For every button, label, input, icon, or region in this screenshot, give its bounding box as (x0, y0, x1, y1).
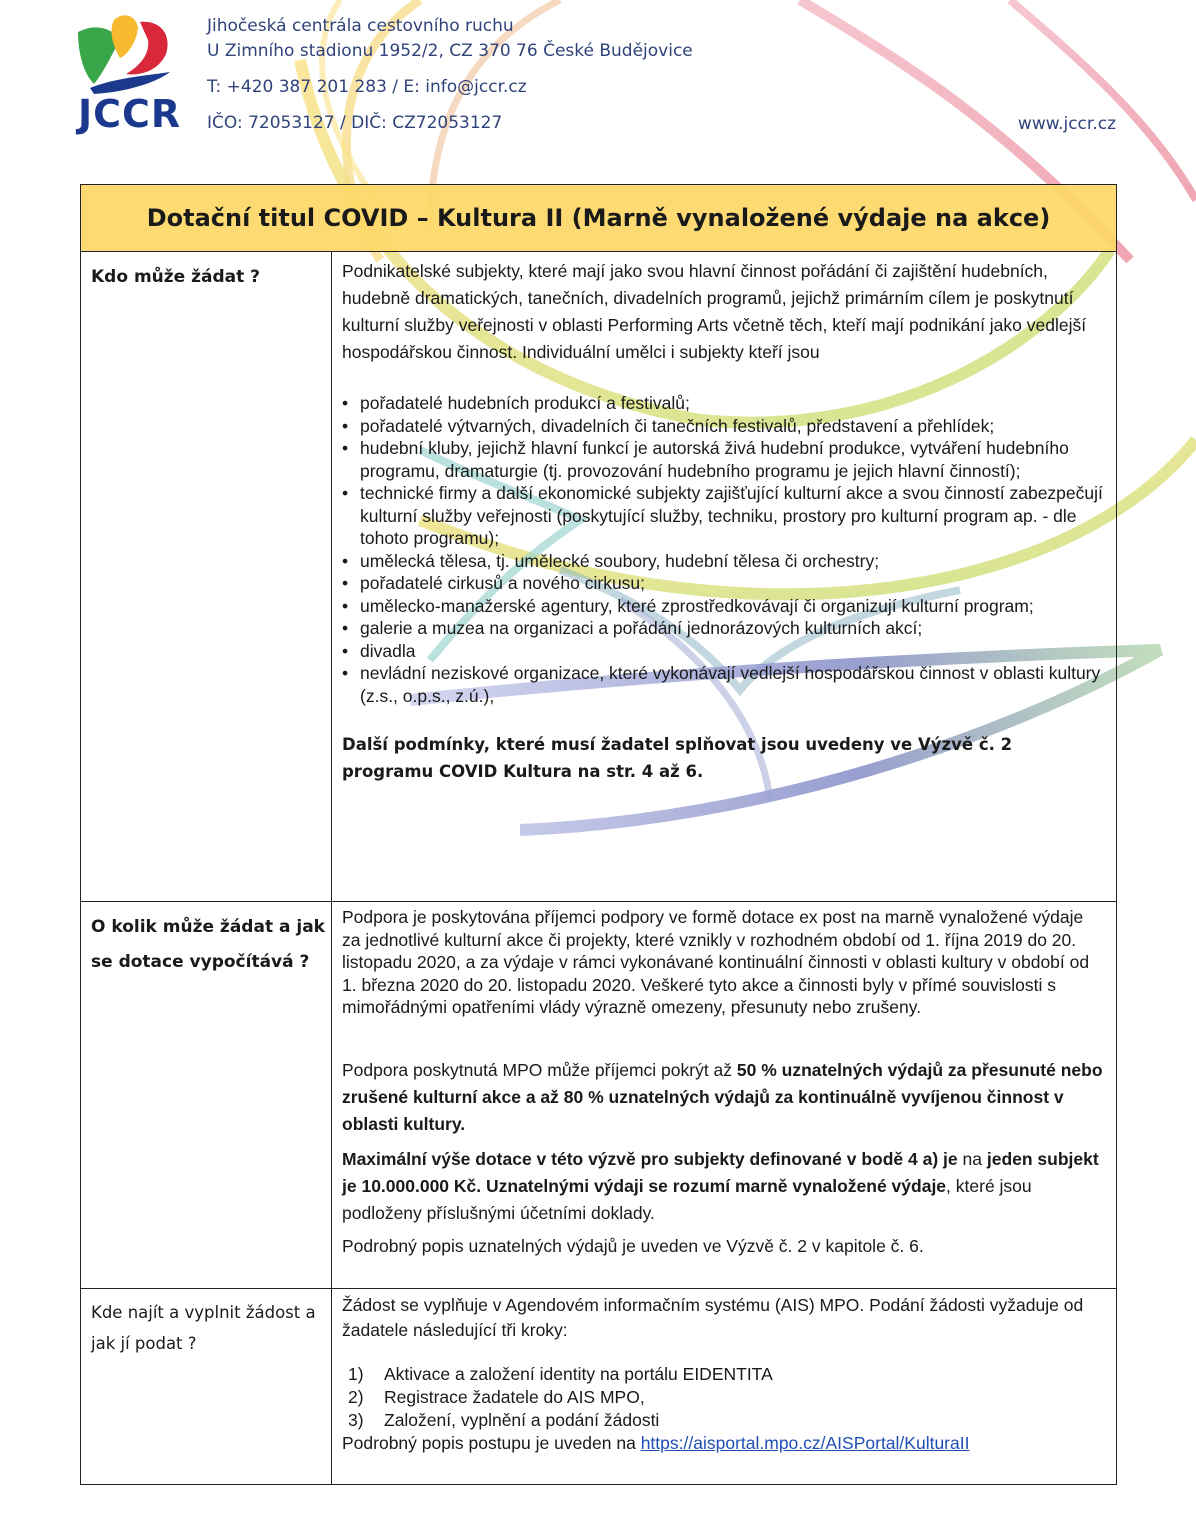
letterhead (0, 0, 1196, 160)
info-table (80, 184, 1117, 1485)
org-address: U Zimního stadionu 1952/2, CZ 370 76 České Budějovice (207, 41, 693, 61)
list-item: • umělecko-manažerské agentury, které zprostředkovávají či organizují kulturní program; (342, 595, 1034, 616)
list-item: 1) Aktivace a založení identity na portálu EIDENTITA (348, 1364, 773, 1384)
row-label-amount: O kolik může žádat a jak se dotace vypočítává ? (81, 902, 332, 1289)
eligible-list (342, 392, 1104, 707)
list-item: • hudební kluby, jejichž hlavní funkcí je autorská živá hudební produkce, vytváření hudebního programu, dramaturgie (tj. provozování hudebního programu je jejich hlavní činností); (342, 438, 1069, 481)
list-item: • galerie a muzea na organizaci a pořádání jednorázových kulturních akcí; (342, 618, 923, 638)
row-content-who (332, 252, 1117, 902)
list-item: • divadla (342, 640, 416, 661)
bullet-icon: • (342, 483, 349, 503)
table-row (81, 252, 1117, 902)
title-row (81, 185, 1117, 252)
org-contact: T: +420 387 201 283 / E: info@jccr.cz (207, 77, 527, 97)
row-label-who: Kdo může žádat ? (81, 252, 332, 902)
who-conditions: Další podmínky, které musí žadatel splňovat jsou uvedeny ve Výzvě č. 2 programu COVID Kultura na str. 4 až 6. (342, 735, 1013, 781)
list-item: • technické firmy a další ekonomické subjekty zajišťující kulturní akce a svou činností zabezpečují kulturní služby veřejnosti (poskytující služby, techniku, prostory pro kulturní program ap. - dle tohoto programu); (342, 483, 1103, 548)
table-row (81, 1289, 1117, 1485)
table-title: Dotační titul COVID – Kultura II (Marně vynaložené výdaje na akce) (81, 185, 1117, 252)
list-item: • pořadatelé hudebních produkcí a festivalů; (342, 393, 690, 413)
row-content-where (332, 1289, 1117, 1485)
amount-para-3: Maximální výše dotace v této výzvě pro subjekty definované v bodě 4 a) je na jeden subjekt je 10.000.000 Kč. Uznatelnými výdaji se rozumí marně vynaložené výdaje, které jsou podloženy příslušnými účetními doklady. (342, 1148, 1099, 1223)
bullet-icon: • (342, 550, 349, 571)
list-item: • pořadatelé cirkusů a nového cirkusu; (342, 573, 646, 593)
list-item: • nevládní neziskové organizace, které vykonávají vedlejší hospodářskou činnost v oblasti kultury (z.s., o.p.s., z.ú.), (342, 663, 1101, 706)
list-item: 3) Založení, vyplnění a podání žádosti (348, 1410, 660, 1430)
amount-para-4: Podrobný popis uznatelných výdajů je uveden ve Výzvě č. 2 v kapitole č. 6. (342, 1235, 924, 1256)
table-row (81, 902, 1117, 1289)
bullet-icon: • (342, 595, 349, 616)
org-ids: IČO: 72053127 / DIČ: CZ72053127 (207, 113, 503, 133)
row-content-amount (332, 902, 1117, 1289)
where-intro: Žádost se vyplňuje v Agendovém informačním systému (AIS) MPO. Podání žádosti vyžaduje od žadatele následující tři kroky: (342, 1295, 1084, 1340)
amount-para-1: Podpora je poskytována příjemci podpory ve formě dotace ex post na marně vynaložené výdaje za jednotlivé kulturní akce či projekty, které vznikly v rozhodném období od 1. října 2019 do 20. listopadu 2020, a za výdaje v rámci vykonávané kontinuální činnosti v oblasti kultury v období od 1. března 2020 do 20. listopadu 2020. Veškeré tyto akce a činnosti byly v přímé souvislosti s mimořádnými opatřeními vlády výrazně omezeny, přesunuty nebo zrušeny. (342, 907, 1090, 1017)
bullet-icon: • (342, 415, 349, 436)
steps-list (342, 1363, 1104, 1432)
org-name: Jihočeská centrála cestovního ruchu (207, 16, 514, 36)
list-item: 2) Registrace žadatele do AIS MPO, (348, 1387, 645, 1407)
bullet-icon: • (342, 573, 349, 593)
bullet-icon: • (342, 438, 349, 458)
bullet-icon: • (342, 618, 349, 638)
aisportal-link[interactable]: https://aisportal.mpo.cz/AISPortal/KulturaII (640, 1433, 970, 1453)
where-outro: Podrobný popis postupu je uveden na https://aisportal.mpo.cz/AISPortal/KulturaII (342, 1433, 970, 1453)
bullet-icon: • (342, 640, 349, 661)
logo-wordmark: JCCR (78, 92, 182, 136)
who-intro: Podnikatelské subjekty, které mají jako svou hlavní činnost pořádání či zajištění hudebních, hudebně dramatických, tanečních, divadelních programů, jejichž primárním cílem je poskytnutí kulturní služby veřejnosti v oblasti Performing Arts včetně těch, kteří mají podnikání jako vedlejší hospodářskou činnost. Individuální umělci i subjekty kteří jsou (342, 261, 1087, 362)
website-link[interactable]: www.jccr.cz (1017, 114, 1116, 134)
bullet-icon: • (342, 663, 349, 683)
list-item: • umělecká tělesa, tj. umělecké soubory, hudební tělesa či orchestry; (342, 550, 880, 571)
amount-para-2: Podpora poskytnutá MPO může příjemci pokrýt až 50 % uznatelných výdajů za přesunuté nebo zrušené kulturní akce a až 80 % uznatelných výdajů za kontinuálně vyvíjenou činnost v oblasti kultury. (342, 1059, 1103, 1134)
list-item: • pořadatelé výtvarných, divadelních či tanečních festivalů, představení a přehlídek; (342, 415, 995, 436)
bullet-icon: • (342, 393, 349, 413)
row-label-where: Kde najít a vyplnit žádost a jak jí podat ? (81, 1289, 332, 1485)
